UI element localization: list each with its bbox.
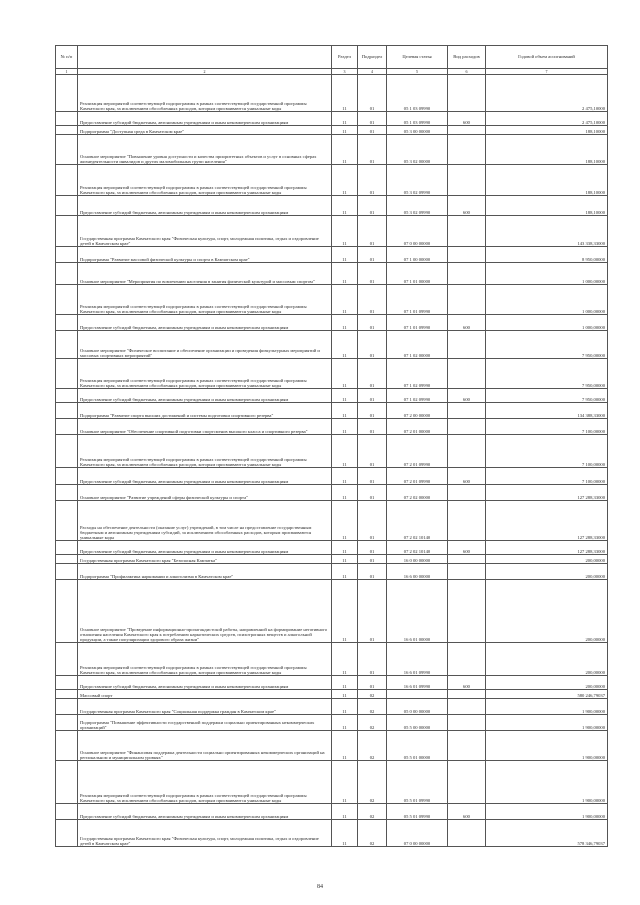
row-target-item: 07 1 01 09990 <box>387 315 448 331</box>
row-subsection: 01 <box>358 359 387 389</box>
table-row <box>56 676 608 690</box>
row-target-item: 05 5 01 09990 <box>387 804 448 820</box>
row-expense-type <box>448 820 486 847</box>
row-section: 11 <box>332 761 358 804</box>
row-target-item: 07 1 01 09990 <box>387 285 448 315</box>
column-index: 6 <box>448 69 486 75</box>
row-name: Подпрограмма "Развитие спорта высших достижений и системы подготовки спортивного резерва" <box>78 403 332 419</box>
row-number <box>56 676 78 690</box>
row-section: 11 <box>332 247 358 263</box>
row-expense-type: 600 <box>448 389 486 403</box>
row-subsection: 01 <box>358 564 387 580</box>
row-subsection: 01 <box>358 165 387 196</box>
table-row <box>56 331 608 359</box>
table-row <box>56 731 608 761</box>
row-name: Государственная программа Камчатского края "Физическая культура, спорт, молодежная политика, отдых и оздоровление детей в Камчатском крае" <box>78 820 332 847</box>
row-amount: 200,00000 <box>486 676 608 690</box>
row-amount: 7 950,00000 <box>486 331 608 359</box>
table-row <box>56 643 608 676</box>
table-body <box>56 75 608 847</box>
column-index: 2 <box>78 69 332 75</box>
row-expense-type: 600 <box>448 541 486 555</box>
row-subsection: 02 <box>358 804 387 820</box>
row-target-item: 07 1 01 00000 <box>387 263 448 285</box>
row-name: Реализация мероприятий соответствующей подпрограммы в рамках соответствующей государственной программы Камчатского края, за исключением обособленных расходов, которым присваиваются уникальные коды <box>78 359 332 389</box>
row-amount: 7 100,00000 <box>486 419 608 435</box>
row-number <box>56 285 78 315</box>
row-section: 11 <box>332 541 358 555</box>
table-row <box>56 315 608 331</box>
header-target-item: Целевая статья <box>387 46 448 69</box>
row-name: Реализация мероприятий соответствующей подпрограммы в рамках соответствующей государственной программы Камчатского края, за исключением обособленных расходов, которым присваиваются уникальные коды <box>78 75 332 112</box>
row-number <box>56 804 78 820</box>
row-number <box>56 643 78 676</box>
row-name: Расходы на обеспечение деятельности (оказание услуг) учреждений, в том числе на предоставление государственным бюджетным и автономным учреждениям субсидий, за исключением обособленных расходов, которым присваиваются уникальные коды <box>78 501 332 541</box>
row-subsection: 01 <box>358 389 387 403</box>
table-row <box>56 126 608 135</box>
row-section: 11 <box>332 126 358 135</box>
row-name: Предоставление субсидий бюджетным, автономным учреждениям и иным некоммерческим организациям <box>78 196 332 216</box>
row-expense-type <box>448 564 486 580</box>
row-expense-type: 600 <box>448 804 486 820</box>
column-index: 5 <box>387 69 448 75</box>
row-target-item: 05 1 03 09990 <box>387 75 448 112</box>
table-row <box>56 555 608 564</box>
row-expense-type <box>448 126 486 135</box>
row-name: Основное мероприятие "Физическое воспитание и обеспечение организации и проведения физкультурных мероприятий и массовых спортивных мероприятий" <box>78 331 332 359</box>
row-amount: 200,00000 <box>486 643 608 676</box>
table-row <box>56 216 608 247</box>
row-amount: 134 388,33000 <box>486 403 608 419</box>
row-amount: 578 346,79037 <box>486 820 608 847</box>
row-number <box>56 419 78 435</box>
row-expense-type <box>448 485 486 501</box>
row-name: Предоставление субсидий бюджетным, автономным учреждениям и иным некоммерческим организациям <box>78 112 332 126</box>
row-expense-type: 600 <box>448 676 486 690</box>
row-subsection: 01 <box>358 285 387 315</box>
table-row <box>56 699 608 715</box>
row-number <box>56 331 78 359</box>
row-subsection: 02 <box>358 731 387 761</box>
header-row <box>56 46 608 69</box>
row-amount: 200,00000 <box>486 564 608 580</box>
row-section: 11 <box>332 263 358 285</box>
row-subsection: 01 <box>358 541 387 555</box>
row-section: 11 <box>332 315 358 331</box>
table-row <box>56 820 608 847</box>
header-num: № п/п <box>56 46 78 69</box>
row-number <box>56 715 78 731</box>
row-name: Основное мероприятие "Мероприятия по вовлечению населения в занятия физической культурой и массовым спортом" <box>78 263 332 285</box>
row-name: Государственная программа Камчатского края "Безопасная Камчатка" <box>78 555 332 564</box>
row-target-item <box>387 690 448 699</box>
row-name: Основное мероприятие "Развитие учреждений сферы физической культуры и спорта" <box>78 485 332 501</box>
table-row <box>56 580 608 643</box>
row-amount: 1 000,00000 <box>486 315 608 331</box>
row-number <box>56 165 78 196</box>
table-row <box>56 501 608 541</box>
row-subsection: 01 <box>358 419 387 435</box>
row-amount: 127 288,33000 <box>486 501 608 541</box>
row-expense-type: 600 <box>448 112 486 126</box>
row-expense-type <box>448 285 486 315</box>
row-expense-type <box>448 501 486 541</box>
row-section: 11 <box>332 403 358 419</box>
table-row <box>56 804 608 820</box>
table-row <box>56 715 608 731</box>
row-amount: 200,00000 <box>486 555 608 564</box>
row-name: Основное мероприятие "Повышение уровня доступности и качества приоритетных объектов и услуг в основных сферах жизнедеятельности инвалидов и других маломобильных групп населения" <box>78 135 332 165</box>
row-target-item: 16 6 00 00000 <box>387 564 448 580</box>
row-target-item: 07 2 02 10140 <box>387 501 448 541</box>
row-number <box>56 263 78 285</box>
row-number <box>56 555 78 564</box>
table-row <box>56 761 608 804</box>
row-name: Реализация мероприятий соответствующей подпрограммы в рамках соответствующей государственной программы Камчатского края, за исключением обособленных расходов, которым присваиваются уникальные коды <box>78 285 332 315</box>
row-subsection: 01 <box>358 555 387 564</box>
row-target-item: 16 0 00 00000 <box>387 555 448 564</box>
row-amount: 143 338,33000 <box>486 216 608 247</box>
row-expense-type <box>448 263 486 285</box>
row-target-item: 16 6 01 09990 <box>387 676 448 690</box>
row-name: Подпрограмма "Развитие массовой физической культуры и спорта в Камчатском крае" <box>78 247 332 263</box>
table-row <box>56 263 608 285</box>
row-expense-type <box>448 135 486 165</box>
column-index: 1 <box>56 69 78 75</box>
row-target-item: 05 3 00 00000 <box>387 126 448 135</box>
row-target-item: 07 1 02 00000 <box>387 331 448 359</box>
row-amount: 1 900,00000 <box>486 715 608 731</box>
table-row <box>56 389 608 403</box>
table-row <box>56 75 608 112</box>
row-section: 11 <box>332 690 358 699</box>
row-expense-type: 600 <box>448 315 486 331</box>
row-subsection: 01 <box>358 468 387 485</box>
row-amount: 1 000,00000 <box>486 285 608 315</box>
row-section: 11 <box>332 75 358 112</box>
row-section: 11 <box>332 731 358 761</box>
row-number <box>56 196 78 216</box>
row-target-item: 07 2 01 09990 <box>387 468 448 485</box>
row-name: Предоставление субсидий бюджетным, автономным учреждениям и иным некоммерческим организациям <box>78 541 332 555</box>
row-expense-type <box>448 699 486 715</box>
row-subsection: 02 <box>358 820 387 847</box>
row-number <box>56 580 78 643</box>
row-subsection: 02 <box>358 715 387 731</box>
table-row <box>56 359 608 389</box>
row-section: 11 <box>332 643 358 676</box>
table-row <box>56 285 608 315</box>
row-amount: 7 100,00000 <box>486 435 608 468</box>
page-number: 84 <box>317 884 323 890</box>
row-subsection: 01 <box>358 676 387 690</box>
row-section: 11 <box>332 804 358 820</box>
row-amount: 1 000,00000 <box>486 263 608 285</box>
row-number <box>56 468 78 485</box>
table-row <box>56 112 608 126</box>
row-subsection: 02 <box>358 690 387 699</box>
row-target-item: 07 2 01 00000 <box>387 419 448 435</box>
row-section: 11 <box>332 555 358 564</box>
row-number <box>56 699 78 715</box>
header-section: Раздел <box>332 46 358 69</box>
row-name: Предоставление субсидий бюджетным, автономным учреждениям и иным некоммерческим организациям <box>78 389 332 403</box>
row-section: 11 <box>332 419 358 435</box>
row-name: Подпрограмма "Повышение эффективности государственной поддержки социально ориентированных некоммерческих организаций" <box>78 715 332 731</box>
row-section: 11 <box>332 435 358 468</box>
row-expense-type <box>448 555 486 564</box>
row-amount: 2 475,10000 <box>486 112 608 126</box>
row-target-item: 05 5 01 00000 <box>387 731 448 761</box>
row-section: 11 <box>332 389 358 403</box>
row-number <box>56 435 78 468</box>
row-target-item: 07 2 01 09990 <box>387 435 448 468</box>
row-subsection: 01 <box>358 126 387 135</box>
row-target-item: 16 6 01 09990 <box>387 643 448 676</box>
row-section: 11 <box>332 501 358 541</box>
table-row <box>56 196 608 216</box>
row-subsection: 01 <box>358 331 387 359</box>
row-expense-type: 600 <box>448 468 486 485</box>
row-subsection: 01 <box>358 112 387 126</box>
row-subsection: 01 <box>358 501 387 541</box>
row-name: Массовый спорт <box>78 690 332 699</box>
row-name: Основное мероприятие "Финансовая поддержка деятельности социально ориентированных некоммерческих организаций на региональном и муниципальном уровнях" <box>78 731 332 761</box>
row-expense-type: 600 <box>448 196 486 216</box>
budget-table <box>55 45 608 847</box>
row-number <box>56 690 78 699</box>
row-number <box>56 761 78 804</box>
row-amount: 127 288,33000 <box>486 541 608 555</box>
row-number <box>56 564 78 580</box>
row-expense-type <box>448 731 486 761</box>
row-section: 11 <box>332 331 358 359</box>
row-name: Реализация мероприятий соответствующей подпрограммы в рамках соответствующей государственной программы Камчатского края, за исключением обособленных расходов, которым присваиваются уникальные коды <box>78 435 332 468</box>
row-amount: 188,10000 <box>486 196 608 216</box>
header-name <box>78 46 332 69</box>
table-row <box>56 247 608 263</box>
row-section: 11 <box>332 359 358 389</box>
header-expense-type: Вид расходов <box>448 46 486 69</box>
table-row <box>56 135 608 165</box>
row-name: Подпрограмма "Доступная среда в Камчатском крае" <box>78 126 332 135</box>
column-index: 7 <box>486 69 608 75</box>
row-section: 11 <box>332 699 358 715</box>
row-target-item: 07 0 00 00000 <box>387 216 448 247</box>
row-target-item: 07 1 02 09990 <box>387 389 448 403</box>
row-subsection: 01 <box>358 263 387 285</box>
row-expense-type <box>448 165 486 196</box>
row-amount: 7 950,00000 <box>486 359 608 389</box>
row-amount: 2 475,10000 <box>486 75 608 112</box>
table-row <box>56 564 608 580</box>
row-expense-type <box>448 419 486 435</box>
row-number <box>56 75 78 112</box>
row-section: 11 <box>332 165 358 196</box>
table-row <box>56 690 608 699</box>
row-target-item: 07 2 02 10140 <box>387 541 448 555</box>
row-target-item: 05 0 00 00000 <box>387 699 448 715</box>
row-target-item: 05 5 00 00000 <box>387 715 448 731</box>
row-amount: 1 900,00000 <box>486 804 608 820</box>
row-number <box>56 135 78 165</box>
row-name: Подпрограмма "Профилактика наркомании и алкоголизма в Камчатском крае" <box>78 564 332 580</box>
row-subsection: 01 <box>358 403 387 419</box>
row-subsection: 02 <box>358 699 387 715</box>
row-section: 11 <box>332 112 358 126</box>
column-index: 4 <box>358 69 387 75</box>
row-expense-type <box>448 216 486 247</box>
row-amount: 127 288,33000 <box>486 485 608 501</box>
row-name: Предоставление субсидий бюджетным, автономным учреждениям и иным некоммерческим организациям <box>78 804 332 820</box>
row-subsection: 01 <box>358 580 387 643</box>
row-amount: 200,00000 <box>486 580 608 643</box>
row-expense-type <box>448 690 486 699</box>
row-expense-type <box>448 715 486 731</box>
row-section: 11 <box>332 216 358 247</box>
table-row <box>56 485 608 501</box>
row-number <box>56 731 78 761</box>
table-row <box>56 165 608 196</box>
row-amount: 7 100,00000 <box>486 468 608 485</box>
row-name: Реализация мероприятий соответствующей подпрограммы в рамках соответствующей государственной программы Камчатского края, за исключением обособленных расходов, которым присваиваются уникальные коды <box>78 643 332 676</box>
row-section: 11 <box>332 580 358 643</box>
row-section: 11 <box>332 468 358 485</box>
row-name: Предоставление субсидий бюджетным, автономным учреждениям и иным некоммерческим организациям <box>78 315 332 331</box>
row-expense-type <box>448 75 486 112</box>
row-target-item: 05 1 03 09990 <box>387 112 448 126</box>
row-subsection: 01 <box>358 196 387 216</box>
row-number <box>56 216 78 247</box>
table-row <box>56 403 608 419</box>
row-subsection: 01 <box>358 216 387 247</box>
row-target-item: 05 3 02 09990 <box>387 165 448 196</box>
row-subsection: 02 <box>358 761 387 804</box>
row-amount: 188,10000 <box>486 126 608 135</box>
row-amount: 188,10000 <box>486 135 608 165</box>
table-row <box>56 468 608 485</box>
row-subsection: 01 <box>358 435 387 468</box>
row-number <box>56 247 78 263</box>
row-target-item: 07 1 02 09990 <box>387 359 448 389</box>
row-name: Реализация мероприятий соответствующей подпрограммы в рамках соответствующей государственной программы Камчатского края, за исключением обособленных расходов, которым присваиваются уникальные коды <box>78 761 332 804</box>
row-expense-type <box>448 403 486 419</box>
header-subsection: Подраздел <box>358 46 387 69</box>
table-row <box>56 419 608 435</box>
column-index: 3 <box>332 69 358 75</box>
row-name: Основное мероприятие "Проведение информационно-пропагандистской работы, направленной на формирование негативного отношения населения Камчатского края к потреблению наркотических средств, психотропных веществ и алкогольной продукции, а также популяризации здорового образа жизни" <box>78 580 332 643</box>
row-number <box>56 315 78 331</box>
row-number <box>56 112 78 126</box>
row-expense-type <box>448 331 486 359</box>
row-name: Реализация мероприятий соответствующей подпрограммы в рамках соответствующей государственной программы Камчатского края, за исключением обособленных расходов, которым присваиваются уникальные коды <box>78 165 332 196</box>
header-annual-amount: Годовой объем ассигнований <box>486 46 608 69</box>
row-target-item: 07 1 00 00000 <box>387 247 448 263</box>
row-amount: 580 246,79037 <box>486 690 608 699</box>
row-subsection: 01 <box>358 75 387 112</box>
row-expense-type <box>448 247 486 263</box>
row-amount: 1 900,00000 <box>486 761 608 804</box>
row-expense-type <box>448 435 486 468</box>
row-expense-type <box>448 359 486 389</box>
table-row <box>56 541 608 555</box>
row-expense-type <box>448 580 486 643</box>
row-amount: 1 900,00000 <box>486 731 608 761</box>
row-section: 11 <box>332 820 358 847</box>
row-section: 11 <box>332 485 358 501</box>
row-expense-type <box>448 761 486 804</box>
row-name: Государственная программа Камчатского края "Физическая культура, спорт, молодежная политика, отдых и оздоровление детей в Камчатском крае" <box>78 216 332 247</box>
row-target-item: 07 2 02 00000 <box>387 485 448 501</box>
row-subsection: 01 <box>358 315 387 331</box>
row-name: Государственная программа Камчатского края "Социальная поддержка граждан в Камчатском крае" <box>78 699 332 715</box>
row-name: Предоставление субсидий бюджетным, автономным учреждениям и иным некоммерческим организациям <box>78 468 332 485</box>
row-amount: 8 950,00000 <box>486 247 608 263</box>
row-target-item: 05 3 02 09990 <box>387 196 448 216</box>
row-target-item: 07 2 00 00000 <box>387 403 448 419</box>
row-subsection: 01 <box>358 135 387 165</box>
row-amount: 7 950,00000 <box>486 389 608 403</box>
row-target-item: 05 3 02 00000 <box>387 135 448 165</box>
row-number <box>56 359 78 389</box>
row-section: 11 <box>332 564 358 580</box>
row-number <box>56 389 78 403</box>
row-amount: 188,10000 <box>486 165 608 196</box>
row-number <box>56 541 78 555</box>
table-row <box>56 435 608 468</box>
row-subsection: 01 <box>358 247 387 263</box>
row-number <box>56 403 78 419</box>
row-section: 11 <box>332 676 358 690</box>
row-number <box>56 485 78 501</box>
row-expense-type <box>448 643 486 676</box>
row-amount: 1 900,00000 <box>486 699 608 715</box>
row-subsection: 01 <box>358 485 387 501</box>
row-section: 11 <box>332 285 358 315</box>
row-target-item: 05 5 01 09990 <box>387 761 448 804</box>
row-target-item: 16 6 01 00000 <box>387 580 448 643</box>
row-section: 11 <box>332 135 358 165</box>
row-number <box>56 820 78 847</box>
row-target-item: 07 0 00 00000 <box>387 820 448 847</box>
row-name: Основное мероприятие "Обеспечение спортивной подготовки спортсменов высокого класса и спортивного резерва" <box>78 419 332 435</box>
row-section: 11 <box>332 196 358 216</box>
row-name: Предоставление субсидий бюджетным, автономным учреждениям и иным некоммерческим организациям <box>78 676 332 690</box>
row-number <box>56 501 78 541</box>
row-number <box>56 126 78 135</box>
row-subsection: 01 <box>358 643 387 676</box>
row-section: 11 <box>332 715 358 731</box>
